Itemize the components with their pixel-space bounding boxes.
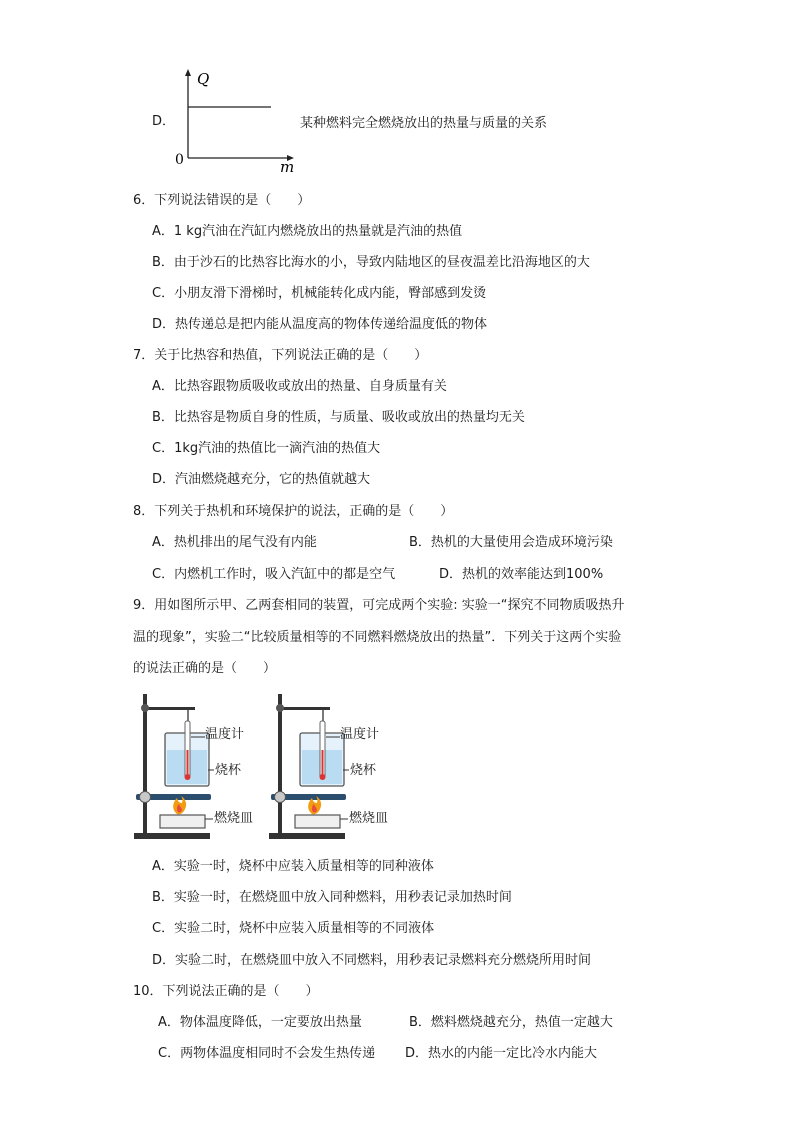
- clamp-arm: [278, 707, 330, 710]
- question-9-option-d: D．实验二时，在燃烧皿中放入不同燃料，用秒表记录燃料充分燃烧所用时间: [152, 953, 592, 968]
- burner-dish: [295, 815, 340, 828]
- graph-caption: 某种燃料完全燃烧放出的热量与质量的关系: [300, 116, 548, 131]
- burner-dish: [160, 815, 205, 828]
- origin-label: 0: [175, 152, 184, 168]
- question-6-option-c: C．小朋友滑下滑梯时，机械能转化成内能，臀部感到发烫: [152, 286, 487, 301]
- question-10-option-c: C．两物体温度相同时不会发生热传递: [158, 1046, 376, 1061]
- question-9-option-c: C．实验二时，烧杯中应装入质量相等的不同液体: [152, 921, 435, 936]
- option-d-label: D．: [152, 114, 176, 129]
- clamp-knob: [276, 704, 284, 712]
- question-9-option-b: B．实验一时，在燃烧皿中放入同种燃料，用秒表记录加热时间: [152, 890, 512, 905]
- thermometer-label-1: 温度计: [205, 727, 245, 742]
- stand-pole: [143, 694, 147, 835]
- thermometer-label-2: 温度计: [340, 727, 380, 742]
- burner-dish-label-2: 燃烧皿: [349, 811, 389, 826]
- clamp-knob: [141, 704, 149, 712]
- question-10-option-b: B．燃料燃烧越充分，热值一定越大: [409, 1015, 613, 1030]
- question-6-option-a: A．1 kg汽油在汽缸内燃烧放出的热量就是汽油的热值: [152, 224, 463, 239]
- heat-mass-graph: [170, 66, 300, 176]
- stand-pole: [278, 694, 282, 835]
- thermometer-bulb: [185, 774, 191, 780]
- question-7-option-d: D．汽油燃烧越充分，它的热值就越大: [152, 472, 371, 487]
- ring-knob: [275, 792, 286, 803]
- question-8-option-a: A．热机排出的尾气没有内能: [152, 535, 317, 550]
- question-9-stem-line-2: 温的现象”，实验二“比较质量相等的不同燃料燃烧放出的热量”．下列关于这两个实验: [133, 630, 622, 645]
- question-8-option-d: D．热机的效率能达到100%: [439, 567, 604, 582]
- y-axis-arrow: [185, 69, 191, 76]
- beaker-label-1: 烧杯: [215, 763, 242, 778]
- question-7-stem: 7．关于比热容和热值，下列说法正确的是（ ）: [133, 348, 428, 363]
- y-axis-label: Q: [197, 70, 210, 88]
- question-10-option-a: A．物体温度降低，一定要放出热量: [158, 1015, 362, 1030]
- burner-dish-label-1: 燃烧皿: [214, 811, 254, 826]
- ring-knob: [140, 792, 151, 803]
- thermometer-bulb: [320, 774, 326, 780]
- question-10-option-d: D．热水的内能一定比冷水内能大: [405, 1046, 598, 1061]
- question-9-stem-line-3: 的说法正确的是（ ）: [133, 661, 277, 676]
- beaker-label-2: 烧杯: [350, 763, 377, 778]
- question-8-option-b: B．热机的大量使用会造成环境污染: [409, 535, 613, 550]
- question-6-stem: 6．下列说法错误的是（ ）: [133, 193, 311, 208]
- question-8-option-c: C．内燃机工作时，吸入汽缸中的都是空气: [152, 567, 396, 582]
- question-7-option-b: B．比热容是物质自身的性质，与质量、吸收或放出的热量均无关: [152, 410, 525, 425]
- question-6-option-b: B．由于沙石的比热容比海水的小，导致内陆地区的昼夜温差比沿海地区的大: [152, 255, 590, 270]
- question-7-option-a: A．比热容跟物质吸收或放出的热量、自身质量有关: [152, 379, 447, 394]
- question-9-option-a: A．实验一时，烧杯中应装入质量相等的同种液体: [152, 859, 434, 874]
- clamp-arm: [143, 707, 195, 710]
- question-6-option-d: D．热传递总是把内能从温度高的物体传递给温度低的物体: [152, 317, 488, 332]
- question-10-stem: 10．下列说法正确的是（ ）: [133, 984, 319, 999]
- question-8-stem: 8．下列关于热机和环境保护的说法，正确的是（ ）: [133, 504, 454, 519]
- x-axis-label: m: [280, 158, 295, 176]
- question-9-stem-line-1: 9．用如图所示甲、乙两套相同的装置，可完成两个实验: 实验一“探究不同物质吸热升: [133, 598, 625, 613]
- question-7-option-c: C．1kg汽油的热值比一滴汽油的热值大: [152, 441, 381, 456]
